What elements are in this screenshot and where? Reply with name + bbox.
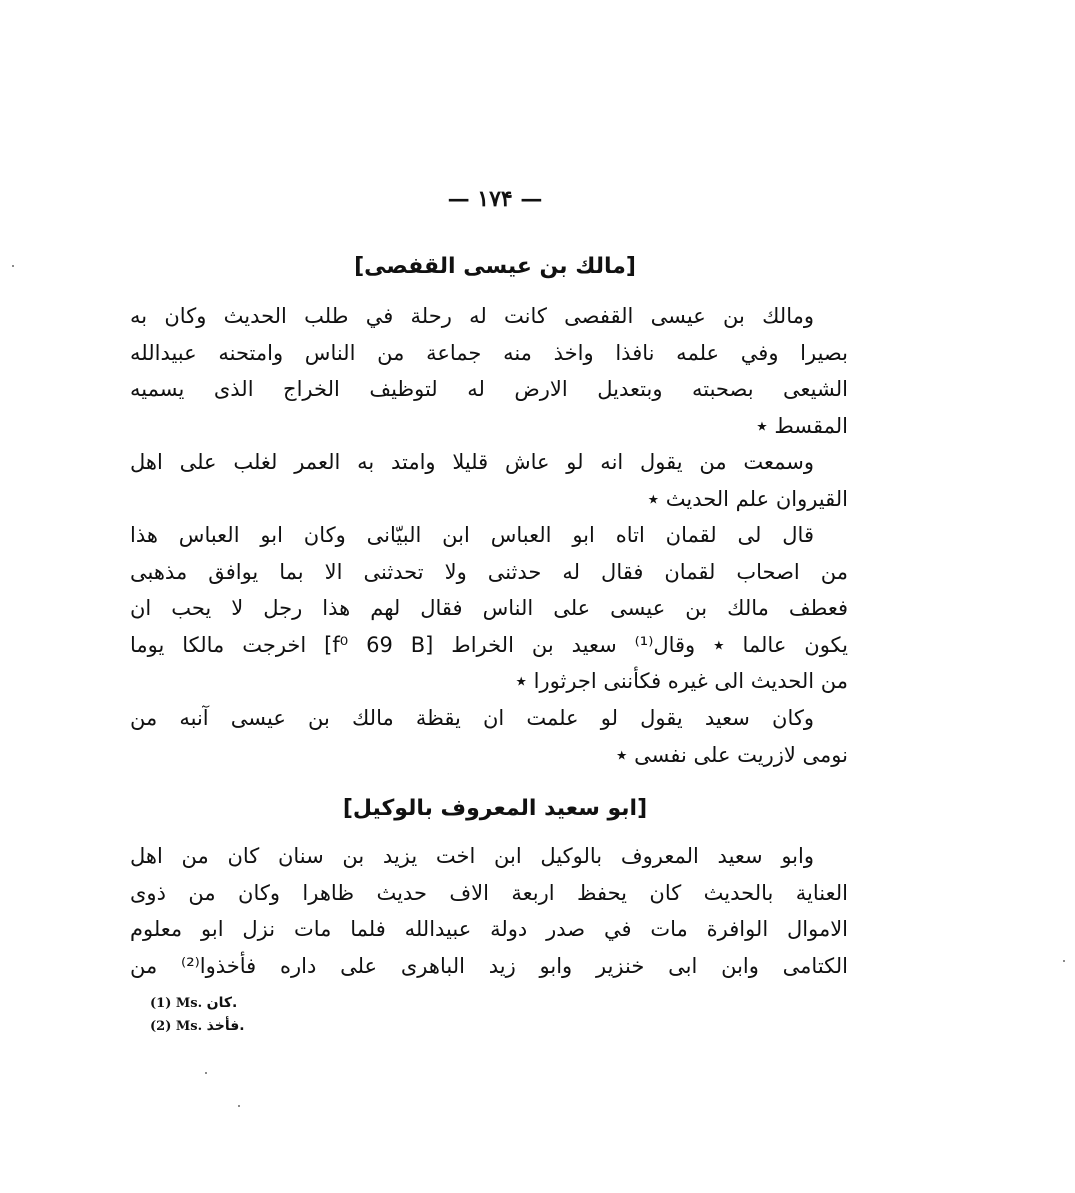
footnote-mark: (1) [150,996,172,1011]
section-heading-text: [مالك بن عيسى القفصى] [354,254,636,279]
paragraph [130,298,848,444]
text-line: ومالك بن عيسى القفصى كانت له رحلة في طلب الحديث وكان به [130,304,814,328]
text-line: نومى لازريت على نفسى ٭ [615,742,848,767]
text-line: الاموال الوافرة مات في صدر دولة عبيدالله فلما مات نزل ابو معلوم [130,917,848,941]
scan-speck [12,265,14,267]
paragraph [130,838,848,984]
text-line: المقسط ٭ [756,413,848,438]
paragraph [130,700,848,773]
text-line: الكتامى وابن ابى خنزير وابو زيد الباهرى على داره فأخذوا⁽²⁾ من [130,953,848,978]
footnote-source: Ms. [175,996,203,1011]
scan-speck [1063,960,1065,962]
text-line: القيروان علم الحديث ٭ [647,486,848,511]
text-line: قال لى لقمان اتاه ابو العباس ابن البيّانى وكان ابو العباس هذا [130,523,814,547]
text-line: يكون عالما ٭ وقال⁽¹⁾ سعيد بن الخراط [f⁰ 69 B] اخرجت مالكا يوما [130,632,848,657]
footnote-source: Ms. [175,1019,203,1034]
footnote-mark: (2) [150,1019,172,1034]
paragraph [130,444,848,517]
text-line: بصيرا وفي علمه نافذا واخذ منه جماعة من الناس وامتحنه عبيدالله [130,340,848,365]
footnote [150,1015,245,1038]
page-number: — ۱۷۴ — [447,186,543,212]
text-line: العناية بالحديث كان يحفظ اربعة الاف حديث ظاهرا وكان من ذوى [130,880,848,905]
text-line: من الحديث الى غيره فكأننى اجرثورا ٭ [515,669,848,693]
section-heading [0,796,990,821]
text-line: الشيعى بصحبته وبتعديل الارض له لتوظيف الخراج الذى يسميه [130,377,848,401]
text-line: من اصحاب لقمان فقال له حدثنى ولا تحدثنى الا بما يوافق مذهبى [130,559,848,584]
footnote-text: فأخذ. [206,1018,245,1034]
scan-speck [238,1105,240,1107]
footnotes [150,992,245,1038]
section-heading-text: [ابو سعيد المعروف بالوكيل] [342,796,648,821]
section-heading [0,254,990,279]
footnote-text: كان. [206,995,238,1011]
footnote [150,992,245,1015]
scan-speck [205,1072,207,1074]
text-line: وسمعت من يقول انه لو عاش قليلا وامتد به العمر لغلب على اهل [130,450,814,474]
text-line: فعطف مالك بن عيسى على الناس فقال لهم هذا رجل لا يحب ان [130,596,848,620]
text-line: وابو سعيد المعروف بالوكيل ابن اخت يزيد بن سنان كان من اهل [130,844,814,868]
text-line: وكان سعيد يقول لو علمت ان يقظة مالك بن عيسى آنبه من [130,706,814,730]
paragraph [130,517,848,700]
